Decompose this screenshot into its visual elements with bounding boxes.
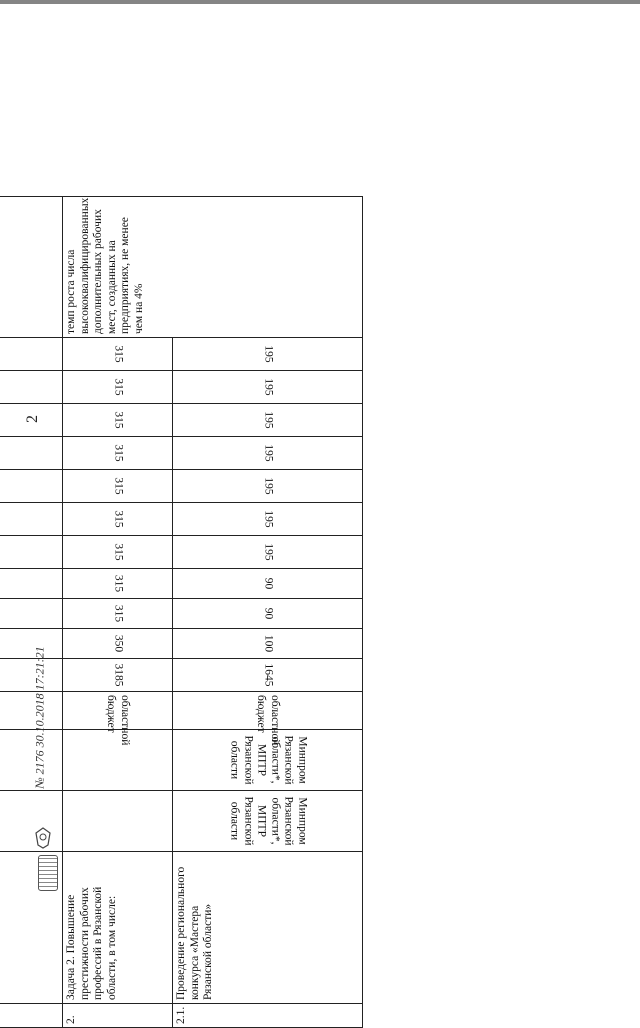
value-cell <box>173 437 363 470</box>
value-cell <box>0 371 63 404</box>
value-text: 195 <box>262 444 275 462</box>
value-cell <box>0 503 63 536</box>
value-text: 315 <box>112 543 125 561</box>
value-cell <box>63 503 173 536</box>
value-text: 100 <box>262 634 275 653</box>
row-number: 2.1. <box>173 1004 363 1028</box>
row-number <box>0 1004 63 1028</box>
value-cell <box>63 371 173 404</box>
value-cell <box>173 569 363 599</box>
registration-stamp <box>10 580 70 890</box>
value-text: 195 <box>262 510 275 528</box>
value-cell <box>173 404 363 437</box>
value-cell <box>63 404 173 437</box>
table-row <box>63 197 173 1028</box>
value-cell <box>173 659 363 692</box>
page-number: 2 <box>24 415 41 423</box>
value-cell <box>63 437 173 470</box>
value-cell <box>63 338 173 371</box>
value-text: 315 <box>112 477 125 495</box>
value-cell <box>0 404 63 437</box>
value-cell <box>173 470 363 503</box>
value-text: 195 <box>262 378 275 396</box>
value-cell <box>0 536 63 569</box>
executor-text: Минпром Рязанской области*, МПТР Рязанской области <box>228 796 309 846</box>
value-text: 195 <box>262 477 275 495</box>
value-text: 315 <box>112 510 125 528</box>
value-text: 315 <box>112 574 125 593</box>
value-cell <box>173 503 363 536</box>
value-text: 195 <box>262 345 275 363</box>
value-text: 90 <box>262 577 275 590</box>
value-cell <box>63 470 173 503</box>
value-text: 315 <box>112 411 125 429</box>
executor-cell <box>63 791 173 852</box>
scan-edge <box>0 0 640 4</box>
value-cell <box>63 659 173 692</box>
value-cell <box>173 371 363 404</box>
participant-text: Минпром Рязанской области*, МПТР Рязанской области <box>228 735 309 785</box>
indicator-cell <box>0 197 63 338</box>
value-cell <box>63 599 173 629</box>
value-text: 3185 <box>112 663 125 687</box>
value-cell <box>0 470 63 503</box>
activity-name: Проведение регионального конкурса «Мастера Рязанской области» <box>173 852 363 1004</box>
value-cell <box>63 629 173 659</box>
value-text: 315 <box>112 444 125 462</box>
value-text: 1645 <box>262 663 275 687</box>
row-number: 2. <box>63 1004 173 1028</box>
value-cell <box>173 599 363 629</box>
value-cell <box>0 338 63 371</box>
value-text: 315 <box>112 604 125 623</box>
value-cell <box>63 536 173 569</box>
value-cell <box>0 437 63 470</box>
value-text: 315 <box>112 378 125 396</box>
source-cell <box>63 692 173 746</box>
executor-cell <box>173 791 363 852</box>
value-cell <box>173 338 363 371</box>
activity-name: Задача 2. Повышение престижности рабочих профессий в Рязанской области, в том числе: <box>63 852 173 1004</box>
indicator-cell: темп роста числа высококвалифицированных дополнительных рабочих мест, созданных на предприятиях, не менее чем на 4% <box>63 197 363 338</box>
registration-stamp-text: № 2176 30.10.2018 17:21:21 <box>32 646 47 789</box>
source-cell <box>173 692 363 746</box>
source-text: областной бюджет <box>255 695 282 746</box>
value-text: 195 <box>262 543 275 561</box>
participant-cell <box>63 730 173 791</box>
value-text: 195 <box>262 411 275 429</box>
value-text: 90 <box>262 607 275 620</box>
value-text: 315 <box>112 345 125 363</box>
value-cell <box>63 569 173 599</box>
participant-cell <box>173 730 363 791</box>
value-cell <box>173 629 363 659</box>
source-text: областной бюджет <box>105 695 132 746</box>
value-cell <box>173 536 363 569</box>
value-text: 350 <box>112 634 125 653</box>
